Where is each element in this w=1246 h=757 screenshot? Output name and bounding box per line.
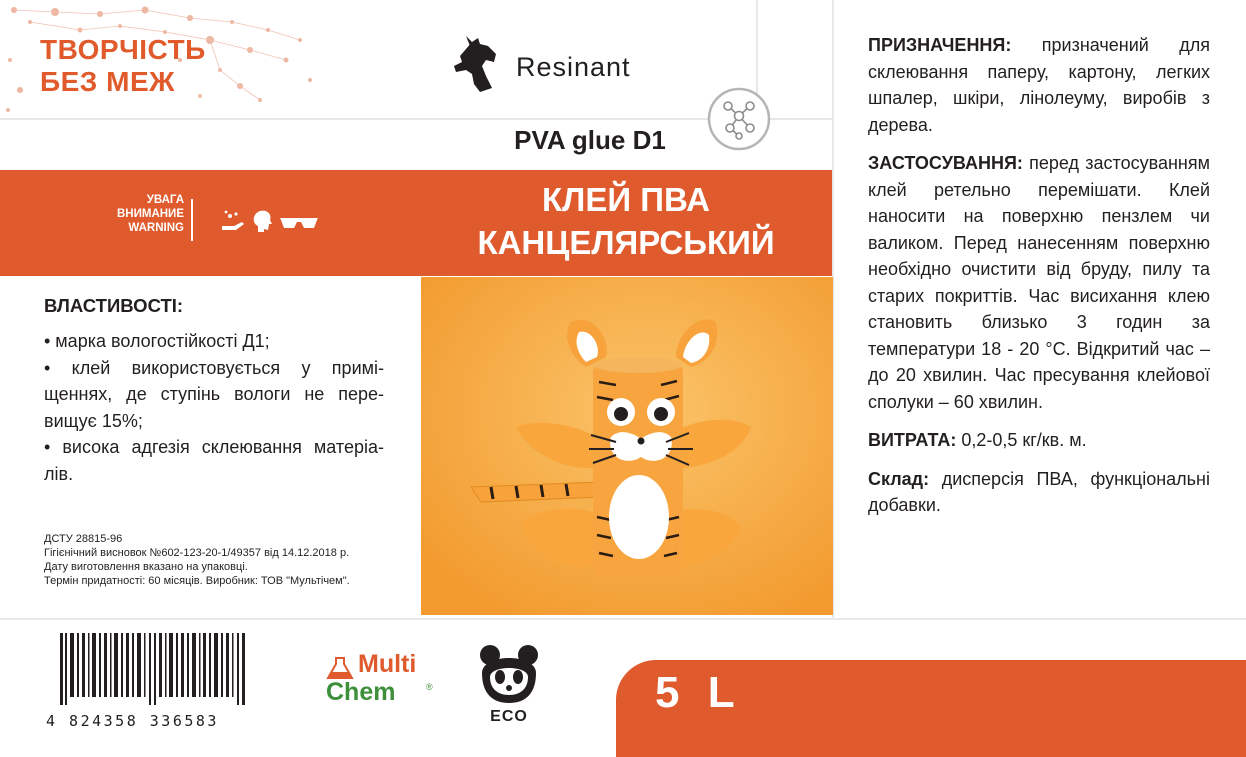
brand-name: Resinant [516,52,631,82]
slogan-line-2: БЕЗ МЕЖ [40,66,175,97]
section-text: призначений для склеювання паперу, картону, легких шпалер, шкіри, лінолеуму, виробів з дерева. [868,35,1210,135]
section-purpose [868,32,1210,138]
section-label: Склад: [868,468,930,489]
glasses-icon [280,218,318,228]
section-label: ПРИЗНАЧЕННЯ: [868,35,1012,55]
section-text: дисперсія ПВА, функціональні добавки. [868,468,1210,515]
product-title [420,178,832,264]
fine-print-line: Термін придатності: 60 місяців. Виробник: ТОВ "Мультічем". [44,575,350,587]
section-composition [868,466,1210,519]
eco-badge [476,643,542,723]
properties-heading: ВЛАСТИВОСТІ: [44,295,184,316]
properties-list [44,328,384,487]
warning-line-en: WARNING [128,222,184,234]
barcode-bars [46,633,260,705]
instructions-column [868,32,1210,531]
fine-print-line: ДСТУ 28815-96 [44,533,123,545]
section-label: ВИТРАТА: [868,430,957,450]
slogan [40,34,206,98]
horse-head-icon [452,36,504,96]
list-item: • клей використовується у примі-щеннях, де ступінь вологи не пере-вищує 15%; [44,357,384,431]
bottom-divider [0,618,1246,620]
multichem-line-1: Multi [358,650,417,678]
product-title-line-2: КАНЦЕЛЯРСЬКИЙ [477,224,775,261]
warning-text [90,193,184,235]
multichem-logo [322,650,442,712]
barcode [46,633,260,730]
molecule-icon [706,86,772,152]
registered-mark: ® [426,682,433,692]
product-code: PVA glue D1 [514,125,666,155]
product-photo-tiger [421,277,833,615]
section-label: ЗАСТОСУВАННЯ: [868,153,1023,173]
eco-label: ECO [490,708,528,725]
fine-print-line: Дату виготовлення вказано на упаковці. [44,561,248,573]
section-text: перед застосуванням клей ретельно перемішати. Клей наносити на поверхню пензлем чи валиком. Перед нанесенням поверхню необхідно очистити від бруду, пилу та старих покриттів. Час висихання клею становить близько 3 годин за температури 18 - 20 °С. Відкритий час – до 20 хвилин. Час пресування клейової сполуки – 60 хвилин. [868,153,1210,412]
multichem-line-2: Chem [326,678,396,706]
section-application [868,150,1210,415]
flask-icon [326,656,356,680]
hand-wash-icon [222,211,244,230]
warning-line-ua: УВАГА [146,194,184,206]
panda-icon [476,643,542,703]
warning-separator [191,199,193,241]
section-consumption [868,427,1210,454]
fine-print-line: Гігієнічний висновок №602-123-20-1/49357 від 14.12.2018 р. [44,547,350,559]
volume-label: 5 L [655,668,743,717]
barcode-number: 4 824358 336583 [46,712,219,730]
slogan-line-1: ТВОРЧІСТЬ [40,34,206,65]
fine-print [44,532,394,588]
product-title-line-1: КЛЕЙ ПВА [542,181,710,218]
warning-icons [220,206,320,236]
head-icon [254,211,272,232]
list-item: • марка вологостійкості Д1; [44,331,270,351]
list-item: • висока адгезія склеювання матеріа-лів. [44,437,384,484]
section-text: 0,2-0,5 кг/кв. м. [956,430,1087,450]
warning-line-ru: ВНИМАНИЕ [116,208,184,220]
